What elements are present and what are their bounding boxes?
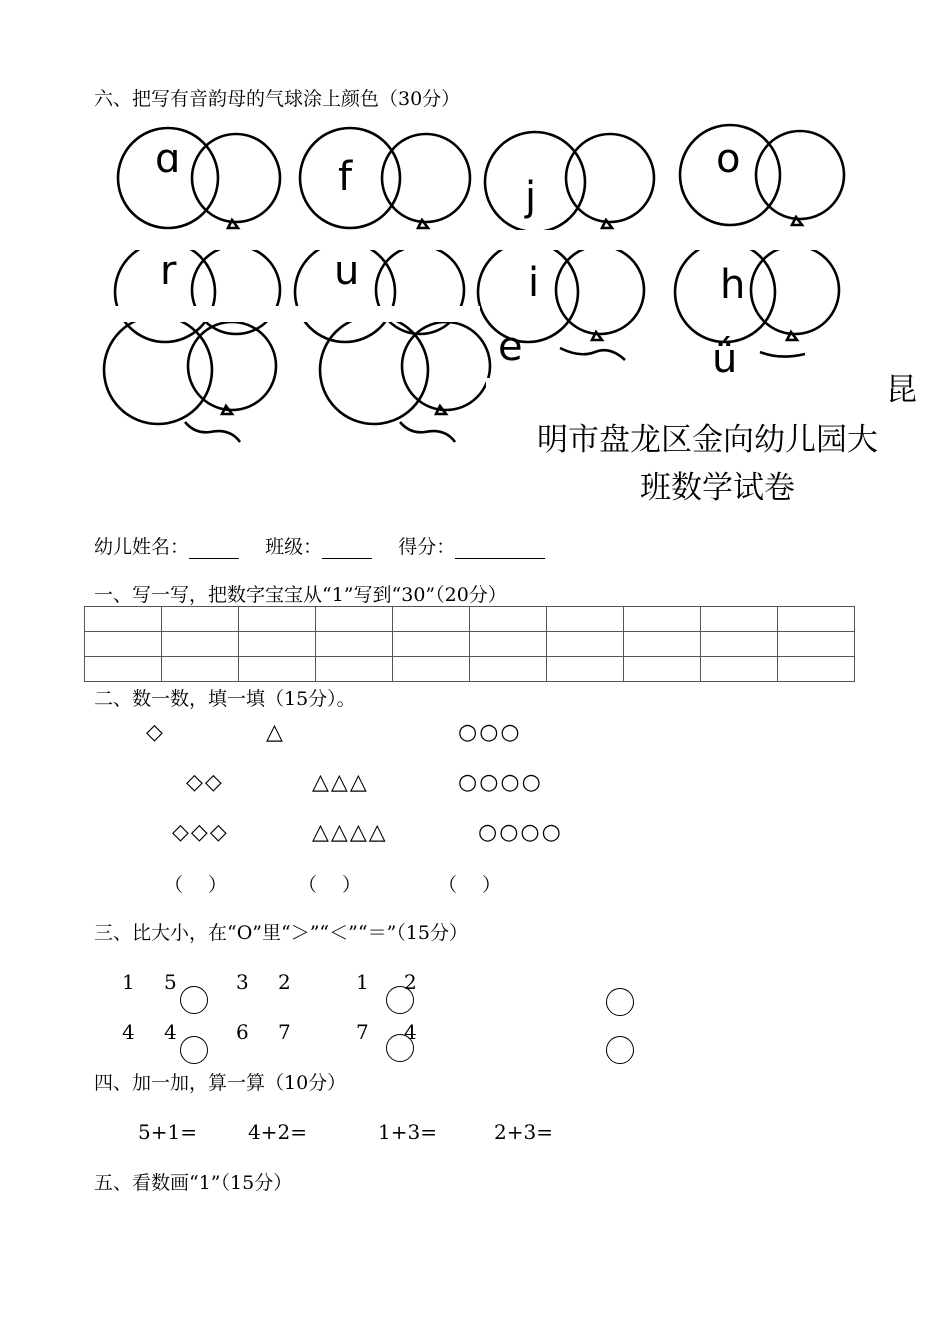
grid-cell[interactable] bbox=[316, 657, 393, 682]
grid-row bbox=[85, 632, 855, 657]
section5-heading: 五、看数画“1”（15分） bbox=[94, 1172, 293, 1194]
balloon-back bbox=[382, 134, 470, 222]
compare-circle-6[interactable] bbox=[606, 1036, 634, 1064]
compare-num: 4 bbox=[122, 1020, 135, 1044]
triangles-1: △ bbox=[266, 720, 285, 745]
compare-num: 4 bbox=[404, 1020, 417, 1044]
title-line1: 昆 bbox=[886, 372, 917, 408]
balloon-letter: f bbox=[338, 154, 353, 200]
score-blank[interactable] bbox=[455, 538, 545, 559]
grid-cell[interactable] bbox=[778, 632, 855, 657]
number-writing-grid bbox=[84, 606, 855, 682]
balloon-letter: e bbox=[498, 324, 523, 370]
compare-num: 3 bbox=[236, 970, 249, 994]
grid-cell[interactable] bbox=[393, 657, 470, 682]
balloon-letter: ɑ bbox=[155, 136, 181, 182]
diamonds-3: ◇◇◇ bbox=[172, 820, 229, 845]
grid-row bbox=[85, 657, 855, 682]
compare-circle-3[interactable] bbox=[606, 988, 634, 1016]
balloon-letter: r bbox=[160, 248, 177, 294]
section3-heading: 三、比大小，在“O”里“＞”“＜”“＝”（15分） bbox=[94, 922, 468, 944]
class-label: 班级： bbox=[265, 536, 323, 558]
grid-cell[interactable] bbox=[624, 607, 701, 632]
compare-num: 4 bbox=[164, 1020, 177, 1044]
balloon-letter: h bbox=[720, 262, 746, 308]
grid-cell[interactable] bbox=[547, 632, 624, 657]
section1-heading: 一、写一写，把数字宝宝从“1”写到“30”（20分） bbox=[94, 584, 507, 606]
grid-row bbox=[85, 607, 855, 632]
compare-circle-1[interactable] bbox=[180, 986, 208, 1014]
grid-cell[interactable] bbox=[162, 607, 239, 632]
compare-circle-5[interactable] bbox=[386, 1034, 414, 1062]
grid-cell[interactable] bbox=[778, 657, 855, 682]
section4-heading: 四、加一加，算一算（10分） bbox=[94, 1072, 347, 1094]
grid-cell[interactable] bbox=[85, 607, 162, 632]
circles-1: ○○○ bbox=[458, 720, 522, 745]
grid-cell[interactable] bbox=[778, 607, 855, 632]
compare-num: 2 bbox=[404, 970, 417, 994]
answer-blank-1[interactable]: （ ） bbox=[164, 874, 228, 896]
grid-cell[interactable] bbox=[470, 607, 547, 632]
grid-cell[interactable] bbox=[470, 632, 547, 657]
grid-cell[interactable] bbox=[701, 632, 778, 657]
grid-cell[interactable] bbox=[624, 632, 701, 657]
name-label: 幼儿姓名： bbox=[94, 536, 190, 558]
grid-cell[interactable] bbox=[701, 607, 778, 632]
answer-blank-3[interactable]: （ ） bbox=[438, 874, 502, 896]
balloon-letter: ǘ bbox=[712, 336, 738, 382]
circles-3: ○○○○ bbox=[478, 820, 563, 845]
grid-cell[interactable] bbox=[624, 657, 701, 682]
balloon-letter: u bbox=[334, 248, 360, 294]
grid-cell[interactable] bbox=[162, 632, 239, 657]
addition-problem-4: 2+3= bbox=[494, 1120, 553, 1144]
grid-cell[interactable] bbox=[316, 632, 393, 657]
addition-problem-2: 4+2= bbox=[248, 1120, 307, 1144]
addition-problem-1: 5+1= bbox=[138, 1120, 197, 1144]
triangles-2: △△△ bbox=[312, 770, 369, 795]
score-label: 得分： bbox=[398, 536, 456, 558]
name-blank[interactable] bbox=[189, 538, 239, 559]
section2-heading: 二、数一数，填一填（15分）。 bbox=[94, 688, 356, 710]
grid-cell[interactable] bbox=[547, 607, 624, 632]
diamonds-1: ◇ bbox=[146, 720, 165, 745]
compare-num: 2 bbox=[278, 970, 291, 994]
compare-num: 6 bbox=[236, 1020, 249, 1044]
grid-cell[interactable] bbox=[239, 607, 316, 632]
title-line3: 班数学试卷 bbox=[640, 470, 795, 506]
answer-blank-2[interactable]: （ ） bbox=[298, 874, 362, 896]
balloon-back bbox=[566, 134, 654, 222]
grid-cell[interactable] bbox=[393, 607, 470, 632]
balloon-back bbox=[192, 134, 280, 222]
class-blank[interactable] bbox=[322, 538, 372, 559]
section6-heading: 六、把写有音韵母的气球涂上颜色（30分） bbox=[94, 88, 461, 110]
compare-num: 5 bbox=[164, 970, 177, 994]
grid-cell[interactable] bbox=[239, 657, 316, 682]
compare-num: 1 bbox=[122, 970, 135, 994]
grid-cell[interactable] bbox=[85, 657, 162, 682]
compare-num: 1 bbox=[356, 970, 369, 994]
grid-cell[interactable] bbox=[162, 657, 239, 682]
addition-problem-3: 1+3= bbox=[378, 1120, 437, 1144]
grid-cell[interactable] bbox=[316, 607, 393, 632]
balloon-letter: o bbox=[716, 136, 741, 182]
grid-cell[interactable] bbox=[239, 632, 316, 657]
diamonds-2: ◇◇ bbox=[186, 770, 224, 795]
compare-num: 7 bbox=[356, 1020, 369, 1044]
info-line bbox=[94, 532, 545, 559]
balloon-back bbox=[188, 322, 276, 410]
grid-cell[interactable] bbox=[393, 632, 470, 657]
grid-cell[interactable] bbox=[470, 657, 547, 682]
balloon-front bbox=[104, 316, 212, 424]
title-line2: 明市盘龙区金向幼儿园大 bbox=[537, 422, 878, 458]
grid-cell[interactable] bbox=[85, 632, 162, 657]
circles-2: ○○○○ bbox=[458, 770, 543, 795]
grid-cell[interactable] bbox=[547, 657, 624, 682]
compare-circle-2[interactable] bbox=[386, 986, 414, 1014]
grid-cell[interactable] bbox=[701, 657, 778, 682]
balloon-letter: i bbox=[528, 260, 540, 306]
compare-num: 7 bbox=[278, 1020, 291, 1044]
balloon-letter: j bbox=[525, 174, 537, 220]
triangles-3: △△△△ bbox=[312, 820, 388, 845]
compare-circle-4[interactable] bbox=[180, 1036, 208, 1064]
